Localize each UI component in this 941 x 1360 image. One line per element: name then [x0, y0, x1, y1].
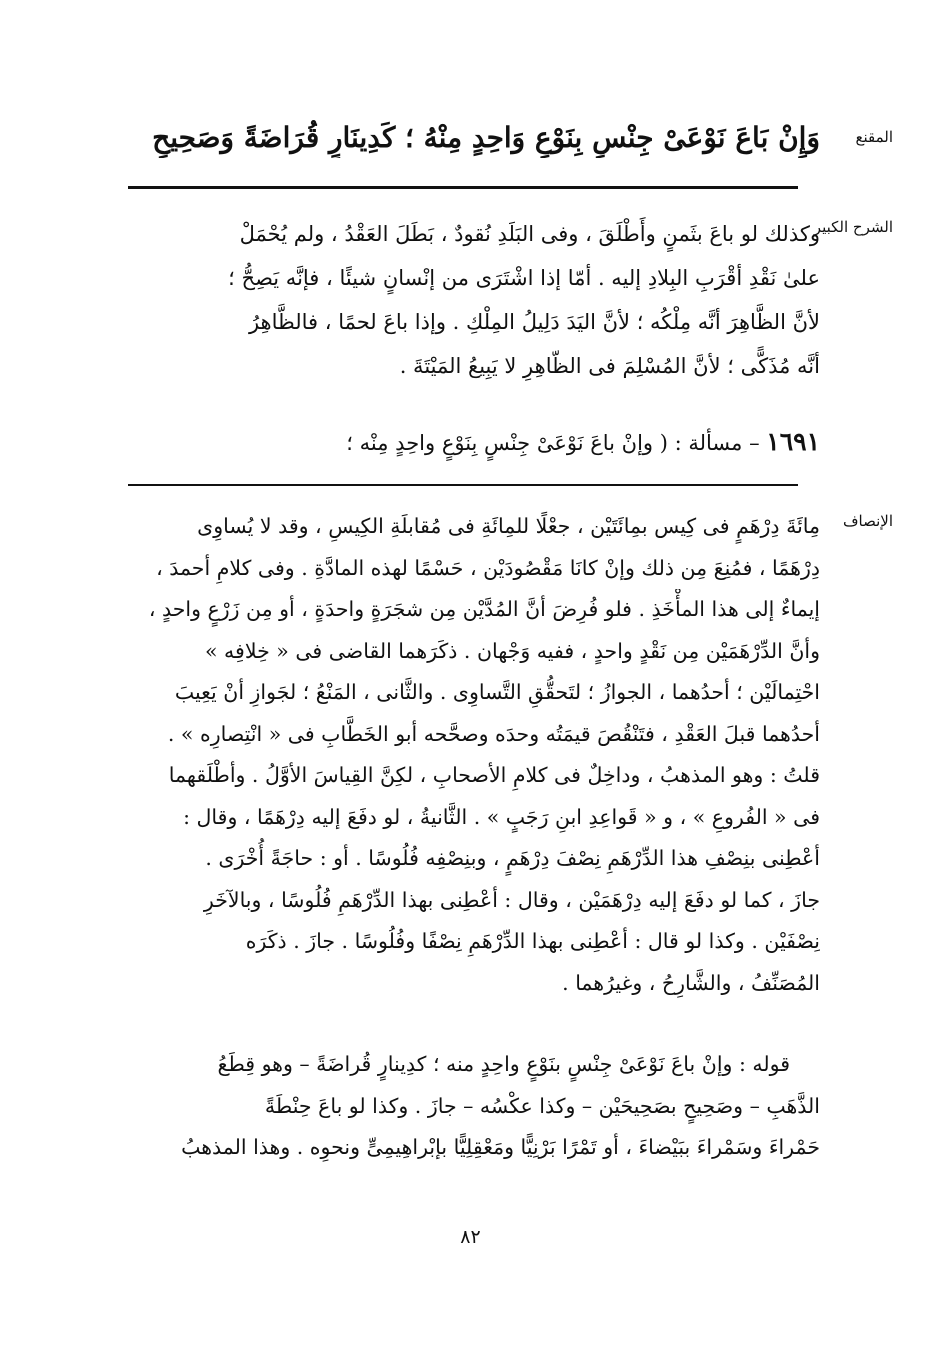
insaf-line: نِصْفَيْن . وكذا لو قال : أعْطِنى بهذا الدِّرْهَمِ نِصْفًا وفُلُوسًا . جازَ . ذكَرَه [245, 929, 820, 953]
muqni-line: وَإِنْ بَاعَ نَوْعَىْ جِنْسٍ بِنَوْعٍ وَاحِدٍ مِنْهُ ؛ كَدِينَارٍ قُرَاضَةً وَصَحِيحٍ [152, 121, 820, 154]
insaf-line: فى « الفُروعِ » ، و « قَواعِدِ ابنِ رَجَبٍ » . الثَّانيةُ ، لو دفَعَ إليه دِرْهَمًا ، وقال : [183, 804, 820, 829]
sharh-text [120, 212, 820, 388]
section-label-sharh: الشرح الكبير [813, 218, 893, 236]
sharh-line: أنَّه مُذَكًّى ؛ لأنَّ المُسْلِمَ فى الظّاهِرِ لا يَبِيعُ المَيْتَةَ . [399, 354, 820, 378]
qawluh-line: الذَّهَبِ – وصَحِيحٍ بصَحِيحَيْن – وكذا عكْسُه – جازَ . وكذا لو باعَ حِنْطَةً [264, 1093, 820, 1118]
qawluh-line: قوله : وإنْ باعَ نَوْعَىْ جِنْسٍ بنَوْعٍ واحِدٍ منه ؛ كدِينارٍ قُراضَةً – وهو قِطَعُ [217, 1052, 790, 1076]
insaf-line: أحدُهما قبلَ العَقْدِ ، فتَنْقُصَ قيمَتُه وحدَه وصحَّحه أبو الخَطَّابِ فى « انْتِصارِه » . [167, 721, 820, 746]
masala-heading [120, 422, 820, 463]
insaf-line: وأنَّ الدِّرْهَمَيْن مِن نَقْدٍ واحدٍ ، ففيه وَجْهان . ذكَرَهما القاضى فى « خِلافِه » [204, 638, 820, 663]
masala-text: – مسألة : ( وإنْ باعَ نَوْعَىْ جِنْسٍ بِنَوْعٍ واحِدٍ مِنْه ؛ [346, 431, 760, 455]
insaf-text [120, 506, 820, 1004]
section-label-muqni: المقنع [855, 128, 893, 146]
sharh-line: لأنَّ الظَّاهِرَ أنَّه مِلْكُه ؛ لأنَّ اليَدَ دَلِيلُ المِلْكِ . وإذا باعَ لحمًا ، فالظَّاهِرُ [248, 310, 820, 334]
insaf-line: دِرْهَمًا ، فمُنِعَ مِن ذلك وإنْ كانَا مَقْصُودَيْن ، حَسْمًا لهذه المادَّةِ . وفى كلامِ أحمدَ ، [156, 555, 820, 580]
qawluh-paragraph [120, 1044, 820, 1169]
insaf-line: احْتِمالَيْن ؛ أحدُهما ، الجوازُ ؛ لتَحقُّقِ التَّساوِى . والثَّانى ، المَنْعُ ؛ لجَوازِ أنْ يَعِيبَ [174, 680, 820, 704]
sharh-line: وكذلك لو باعَ بثَمنٍ وأَطْلَقَ ، وفى البَلَدِ نُقودٌ ، بَطَلَ العَقْدُ ، ولم يُحْمَلْ [239, 222, 820, 246]
insaf-line: مِائَةَ دِرْهَمٍ فى كِيس بمِائَتَيْن ، جعْلًا للمِائَةِ فى مُقابلَةِ الكِيسِ ، وقد لا يُساوِى [197, 514, 820, 538]
section-divider-thick [128, 186, 798, 189]
qawluh-line: حَمْراءَ وسَمْراءَ ببَيْضاءَ ، أو تَمْرًا بَرْنِيًّا ومَعْقِلِيًّا بإبْراهِيمِىٍّ ونحوِه . وهذا المذهبُ [181, 1135, 820, 1159]
sharh-line: علىٰ نَقْدِ أقْرَبِ البِلادِ إليه . أمّا إذا اشْتَرَى من إنْسانٍ شيئًا ، فإنَّه يَصِحُّ ؛ [228, 266, 820, 290]
insaf-line: جازَ ، كما لو دفَعَ إليه دِرْهَمَيْن ، وقال : أعْطِنى بهذا الدِّرْهَمِ فُلُوسًا ، وبالآخَرِ [203, 887, 820, 912]
masala-number: ١٦٩١ [766, 427, 820, 456]
section-divider-thin [128, 484, 798, 486]
insaf-line: المُصَنِّفُ ، والشَّارِحُ ، وغيرُهما . [562, 970, 820, 995]
insaf-line: أعْطِنى بنِصْفِ هذا الدِّرْهَمِ نِصْفَ دِرْهَمٍ ، وبنِصْفِه فُلُوسًا . أو : حاجَةً أُخْرَى . [205, 846, 820, 870]
insaf-line: إيماءٌ إلى هذا المأْخَذِ . فلو فُرِضَ أنَّ المُدَّيْن مِن شجَرَةٍ واحدَةٍ ، أو مِن زَرْعٍ واحدٍ ، [148, 597, 820, 621]
page-number: ٨٢ [460, 1226, 481, 1248]
insaf-line: قلتُ : وهو المذهبُ ، وداخِلٌ فى كلامِ الأصحابِ ، لكِنَّ القِياسَ الأوَّلُ . وأطْلَقهما [168, 763, 820, 787]
muqni-text [120, 118, 820, 158]
section-label-insaf: الإنصاف [842, 512, 893, 530]
